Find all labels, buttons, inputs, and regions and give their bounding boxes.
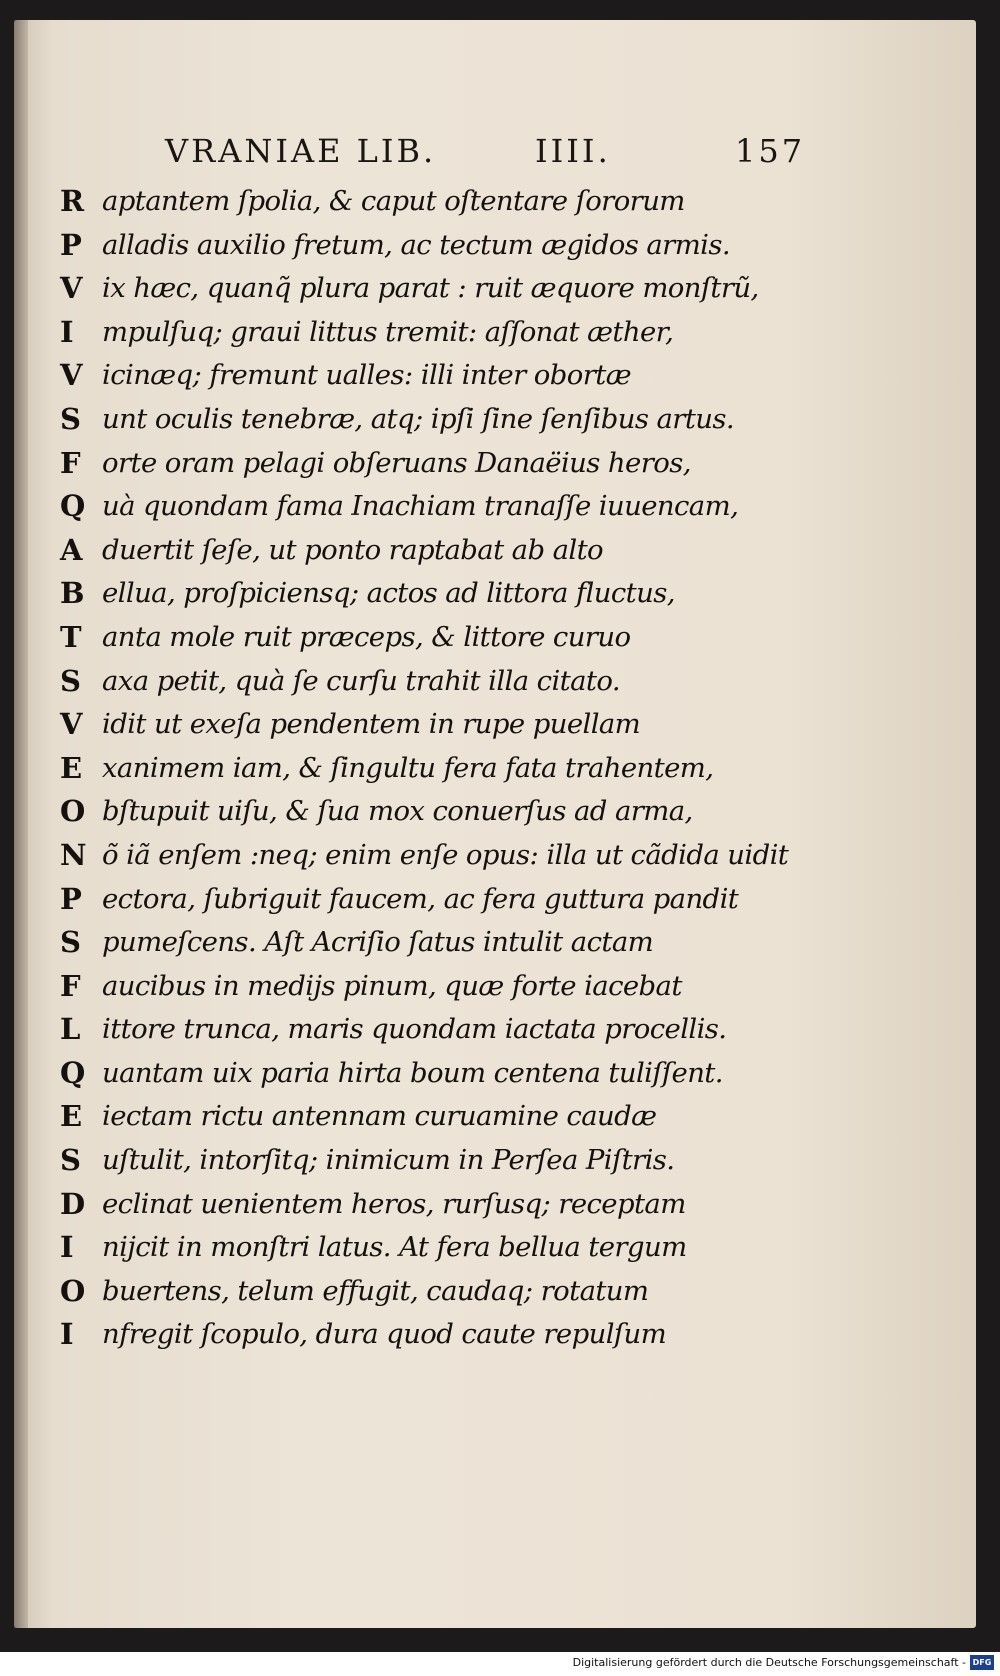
verse-text: axa petit, quà ſe curſu trahit illa citato. — [102, 664, 620, 697]
verse-text: alladis auxilio fretum, ac tectum ægidos armis. — [102, 228, 731, 261]
verse-text: anta mole ruit præceps, & littore curuo — [102, 620, 631, 653]
verse-line — [60, 1226, 800, 1270]
verse-initial: S — [60, 1143, 81, 1178]
verse-text: nijcit in monſtri latus. At fera bellua tergum — [102, 1231, 687, 1264]
verse-initial: N — [60, 837, 87, 872]
verse-line — [60, 311, 800, 355]
verse-line — [60, 180, 800, 224]
verse-initial: R — [60, 184, 85, 218]
verse-initial: L — [60, 1012, 81, 1047]
verse-initial: I — [60, 1317, 74, 1352]
verse-line — [60, 1270, 800, 1314]
verse-line — [60, 572, 800, 616]
verse-text: eclinat uenientem heros, rurſusq; receptam — [102, 1187, 686, 1220]
verse-line — [60, 267, 800, 311]
verse-initial: F — [60, 968, 81, 1003]
verse-initial: S — [60, 925, 81, 960]
verse-text: orte oram pelagi obſeruans Danaëius heros, — [102, 446, 691, 479]
verse-line — [60, 660, 800, 704]
verse-line — [60, 398, 800, 442]
verse-text: iectam rictu antennam curuamine caudæ — [102, 1100, 657, 1133]
verse-text: idit ut exeſa pendentem in rupe puellam — [102, 708, 641, 741]
verse-initial: D — [60, 1186, 86, 1221]
header-book-number: IIII. — [535, 132, 611, 170]
verse-line — [60, 703, 800, 747]
verse-line — [60, 1139, 800, 1183]
verse-initial: S — [60, 401, 81, 436]
verse-initial: E — [60, 750, 83, 785]
dfg-logo: DFG — [970, 1655, 994, 1670]
verse-line — [60, 354, 800, 398]
verse-line — [60, 1183, 800, 1227]
verse-line — [60, 921, 800, 965]
verse-initial: V — [60, 271, 83, 306]
verse-text: ellua, proſpiciensq; actos ad littora fluctus, — [102, 577, 675, 610]
verse-text: aptantem ſpolia, & caput oſtentare ſororum — [102, 185, 685, 217]
verse-initial: O — [60, 1273, 86, 1308]
header-title: VRANIAE LIB. — [165, 132, 437, 170]
verse-line — [60, 790, 800, 834]
verse-block — [60, 180, 800, 1357]
verse-line — [60, 834, 800, 878]
verse-initial: V — [60, 707, 83, 742]
verse-text: unt oculis tenebræ, atq; ipſi ſine ſenſibus artus. — [102, 402, 735, 435]
verse-line — [60, 1008, 800, 1052]
verse-line — [60, 878, 800, 922]
verse-line — [60, 965, 800, 1009]
verse-line — [60, 616, 800, 660]
footer-bar — [0, 1652, 1000, 1676]
verse-initial: V — [60, 358, 83, 393]
verse-text: buertens, telum effugit, caudaq; rotatum — [102, 1274, 649, 1307]
verse-line — [60, 1095, 800, 1139]
verse-initial: B — [60, 576, 85, 611]
verse-initial: T — [60, 619, 82, 654]
verse-text: ittore trunca, maris quondam iactata procellis. — [102, 1013, 727, 1046]
verse-text: uà quondam fama Inachiam tranaſſe iuuencam, — [102, 490, 739, 523]
verse-initial: F — [60, 445, 81, 480]
verse-text: xanimem iam, & ſingultu fera fata trahentem, — [102, 751, 714, 784]
verse-initial: O — [60, 794, 86, 829]
verse-text: ix hæc, quanq̃ plura parat : ruit æquore monſtrũ, — [102, 272, 759, 305]
footer-credit: Digitalisierung gefördert durch die Deutsche Forschungsgemeinschaft - — [572, 1656, 966, 1669]
verse-line — [60, 529, 800, 573]
running-header — [165, 132, 805, 182]
verse-line — [60, 1052, 800, 1096]
verse-line — [60, 224, 800, 268]
verse-text: mpulſuq; graui littus tremit: aſſonat æther, — [102, 315, 674, 348]
verse-text: ectora, ſubriguit faucem, ac fera guttura pandit — [102, 882, 739, 915]
verse-line — [60, 485, 800, 529]
verse-initial: P — [60, 881, 82, 916]
verse-initial: S — [60, 663, 81, 698]
verse-initial: Q — [60, 1055, 86, 1090]
verse-initial: I — [60, 314, 74, 349]
page-number: 157 — [735, 132, 806, 170]
verse-text: nfregit ſcopulo, dura quod caute repulſum — [102, 1318, 667, 1351]
page-binding-shadow — [14, 20, 28, 1628]
verse-text: icinæq; fremunt ualles: illi inter obortæ — [102, 359, 631, 392]
verse-line — [60, 1313, 800, 1357]
verse-initial: Q — [60, 489, 86, 524]
verse-initial: I — [60, 1230, 74, 1265]
verse-initial: E — [60, 1099, 83, 1134]
verse-text: bſtupuit uiſu, & ſua mox conuerſus ad arma, — [102, 795, 693, 828]
verse-text: uantam uix paria hirta boum centena tuliſſent. — [102, 1056, 723, 1089]
verse-initial: P — [60, 227, 82, 262]
verse-text: õ iã enſem :neq; enim enſe opus: illa ut cãdida uidit — [102, 838, 789, 871]
verse-text: uſtulit, intorſitq; inimicum in Perſea Piſtris. — [102, 1144, 675, 1177]
verse-line — [60, 442, 800, 486]
verse-initial: A — [60, 532, 83, 567]
verse-text: pumeſcens. Aſt Acriſio ſatus intulit actam — [102, 926, 654, 959]
verse-text: aucibus in medijs pinum, quæ forte iacebat — [102, 969, 682, 1002]
verse-line — [60, 747, 800, 791]
verse-text: duertit ſeſe, ut ponto raptabat ab alto — [102, 533, 604, 566]
